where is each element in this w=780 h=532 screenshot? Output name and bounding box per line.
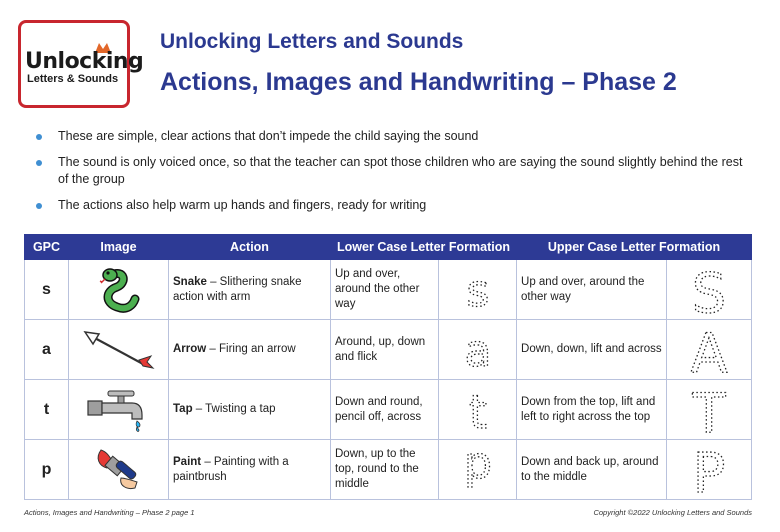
upper-trace-letter: A	[690, 321, 728, 378]
bullet-text: These are simple, clear actions that don’t impede the child saying the sound	[58, 129, 479, 143]
page-title: Unlocking Letters and Sounds	[160, 30, 464, 53]
lower-trace-letter: a	[464, 325, 491, 376]
bullet-icon	[36, 203, 42, 209]
lower-trace-letter: s	[466, 265, 489, 316]
tap-icon	[84, 385, 154, 435]
lower-trace-letter: t	[468, 384, 487, 436]
header-gpc: GPC	[25, 235, 69, 260]
table-header-row	[25, 235, 752, 260]
arrow-icon	[81, 328, 157, 372]
logo-line1: Unlocking	[25, 49, 144, 74]
page-subtitle: Actions, Images and Handwriting – Phase 2	[160, 68, 677, 96]
upper-trace-letter: T	[692, 381, 726, 438]
phonics-table	[24, 234, 752, 500]
action-cell	[169, 440, 331, 500]
lower-trace-letter: p	[463, 441, 492, 489]
action-desc: – Firing an arrow	[206, 343, 296, 355]
bullet-item	[36, 154, 756, 188]
footer-copyright: Copyright ©2022 Unlocking Letters and Sounds	[593, 508, 752, 517]
action-title: Tap	[173, 403, 193, 415]
upper-trace-letter: S	[691, 261, 727, 318]
lower-case-trace	[439, 380, 517, 440]
upper-case-trace	[667, 320, 752, 380]
upper-case-text: Up and over, around the other way	[517, 260, 667, 320]
image-cell	[69, 260, 169, 320]
table-row	[25, 320, 752, 380]
image-cell	[69, 380, 169, 440]
table-row	[25, 440, 752, 500]
upper-trace-letter: P	[692, 441, 726, 498]
header-image: Image	[69, 235, 169, 260]
bullet-icon	[36, 160, 42, 166]
action-desc: – Painting with a paintbrush	[173, 455, 289, 483]
header-action: Action	[169, 235, 331, 260]
lower-case-text: Up and over, around the other way	[331, 260, 439, 320]
action-cell	[169, 260, 331, 320]
lower-case-text: Around, up, down and flick	[331, 320, 439, 380]
action-cell	[169, 380, 331, 440]
bullet-item	[36, 128, 756, 145]
lower-case-trace	[439, 260, 517, 320]
image-cell	[69, 320, 169, 380]
paintbrush-icon	[91, 444, 147, 496]
lower-case-text: Down and round, pencil off, across	[331, 380, 439, 440]
bullet-list	[36, 128, 756, 223]
gpc-cell: a	[25, 320, 69, 380]
action-title: Paint	[173, 455, 202, 468]
upper-case-trace	[667, 440, 752, 500]
logo-line2: Letters & Sounds	[27, 73, 119, 85]
footer-page-label: Actions, Images and Handwriting – Phase 2 page 1	[24, 508, 195, 517]
gpc-cell: t	[25, 380, 69, 440]
lower-case-trace	[439, 320, 517, 380]
upper-case-trace	[667, 260, 752, 320]
bullet-text: The sound is only voiced once, so that the teacher can spot those children who are saying the sound slightly behind the rest of the group	[58, 155, 743, 186]
image-cell	[69, 440, 169, 500]
gpc-cell: p	[25, 440, 69, 500]
lower-case-trace	[439, 440, 517, 500]
table-row	[25, 260, 752, 320]
upper-case-trace	[667, 380, 752, 440]
header-upper-case: Upper Case Letter Formation	[517, 235, 752, 260]
action-desc: – Twisting a tap	[192, 403, 276, 415]
upper-case-text: Down and back up, around to the middle	[517, 440, 667, 500]
action-desc: – Slithering snake action with arm	[173, 275, 302, 303]
upper-case-text: Down from the top, lift and left to right across the top	[517, 380, 667, 440]
header-lower-case: Lower Case Letter Formation	[331, 235, 517, 260]
table-row	[25, 380, 752, 440]
gpc-cell: s	[25, 260, 69, 320]
action-title: Arrow	[173, 343, 207, 355]
action-cell	[169, 320, 331, 380]
logo	[18, 20, 144, 108]
bullet-item	[36, 197, 756, 214]
action-title: Snake	[173, 275, 207, 288]
lower-case-text: Down, up to the top, round to the middle	[331, 440, 439, 500]
upper-case-text: Down, down, lift and across	[517, 320, 667, 380]
snake-icon	[97, 265, 141, 315]
bullet-text: The actions also help warm up hands and fingers, ready for writing	[58, 198, 427, 212]
bullet-icon	[36, 134, 42, 140]
